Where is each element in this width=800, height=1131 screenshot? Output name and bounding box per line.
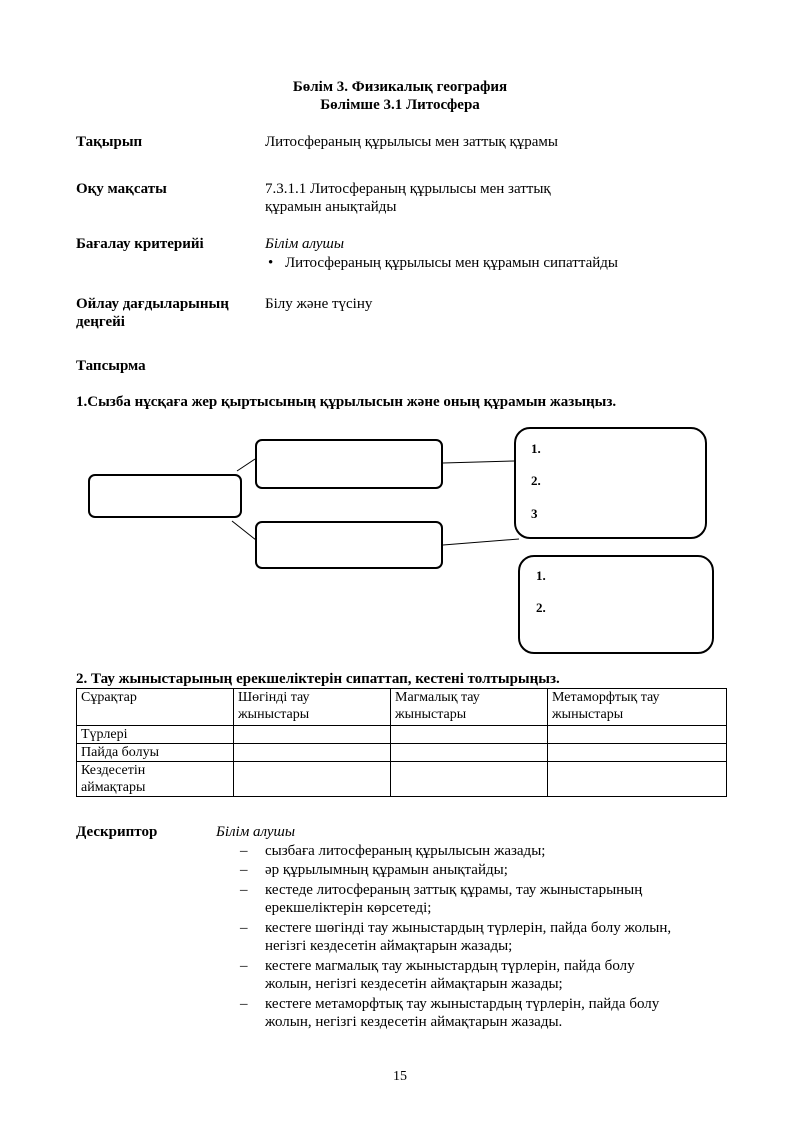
lower-composition-box[interactable]	[518, 555, 714, 654]
dash-icon: –	[240, 996, 248, 1012]
answer-cell[interactable]	[548, 762, 727, 797]
dash-icon: –	[240, 843, 248, 859]
criteria-label: Бағалау критерийі	[76, 236, 204, 252]
section-title: Бөлім 3. Физикалық география	[292, 79, 508, 95]
header-metamorphic: Метаморфтық тау жыныстары	[548, 689, 727, 726]
answer-cell[interactable]	[391, 762, 548, 797]
rock-table	[76, 688, 727, 797]
bullet-icon: •	[268, 255, 274, 271]
lower-layer-box[interactable]	[255, 521, 443, 569]
crust-root-box[interactable]	[88, 474, 242, 518]
upper-list-item: 1.	[531, 441, 541, 456]
task-heading: Тапсырма	[76, 358, 146, 374]
lower-list-item: 2.	[536, 600, 546, 615]
header-questions: Сұрақтар	[77, 689, 234, 726]
answer-cell[interactable]	[234, 762, 391, 797]
answer-cell[interactable]	[391, 744, 548, 762]
table-row	[77, 726, 727, 744]
table-header-row	[77, 689, 727, 726]
answer-cell[interactable]	[234, 726, 391, 744]
dash-icon: –	[240, 920, 248, 936]
descriptor-intro: Білім алушы	[216, 824, 296, 840]
criteria-intro: Білім алушы	[265, 236, 345, 252]
objective-value-line1: 7.3.1.1 Литосфераның құрылысы мен заттық	[265, 181, 551, 197]
upper-composition-box[interactable]	[514, 427, 707, 539]
answer-cell[interactable]	[548, 726, 727, 744]
upper-layer-box[interactable]	[255, 439, 443, 489]
answer-cell[interactable]	[391, 726, 548, 744]
topic-value: Литосфераның құрылысы мен заттық құрамы	[265, 134, 558, 150]
table-row	[77, 762, 727, 797]
header-sedimentary: Шөгінді тау жыныстары	[234, 689, 391, 726]
row-label: Түрлері	[77, 726, 234, 744]
upper-list-item: 2.	[531, 473, 541, 488]
thinking-label-line2: деңгейі	[76, 314, 125, 330]
descriptor-label: Дескриптор	[76, 824, 158, 840]
objective-value-line2: құрамын анықтайды	[265, 199, 397, 215]
criteria-bullet: Литосфераның құрылысы мен құрамын сипаттайды	[285, 255, 618, 271]
topic-label: Тақырып	[76, 134, 143, 150]
upper-list-item: 3	[531, 506, 538, 521]
dash-icon: –	[240, 882, 248, 898]
subsection-title: Бөлімше 3.1 Литосфера	[320, 97, 480, 113]
dash-icon: –	[240, 862, 248, 878]
answer-cell[interactable]	[548, 744, 727, 762]
thinking-label-line1: Ойлау дағдыларының	[76, 296, 229, 312]
row-label: Пайда болуы	[77, 744, 234, 762]
page-number: 15	[393, 1069, 407, 1084]
thinking-value: Білу және түсіну	[265, 296, 373, 312]
dash-icon: –	[240, 958, 248, 974]
lower-list-item: 1.	[536, 568, 546, 583]
answer-cell[interactable]	[234, 744, 391, 762]
task1-title: 1.Сызба нұсқаға жер қыртысының құрылысын және оның құрамын жазыңыз.	[76, 394, 617, 410]
objective-label: Оқу мақсаты	[76, 181, 167, 197]
table-row	[77, 744, 727, 762]
task2-title: 2. Тау жыныстарының ерекшеліктерін сипаттап, кестені толтырыңыз.	[76, 671, 560, 687]
row-label: Кездесетін аймақтары	[77, 762, 234, 797]
header-magmatic: Магмалық тау жыныстары	[391, 689, 548, 726]
